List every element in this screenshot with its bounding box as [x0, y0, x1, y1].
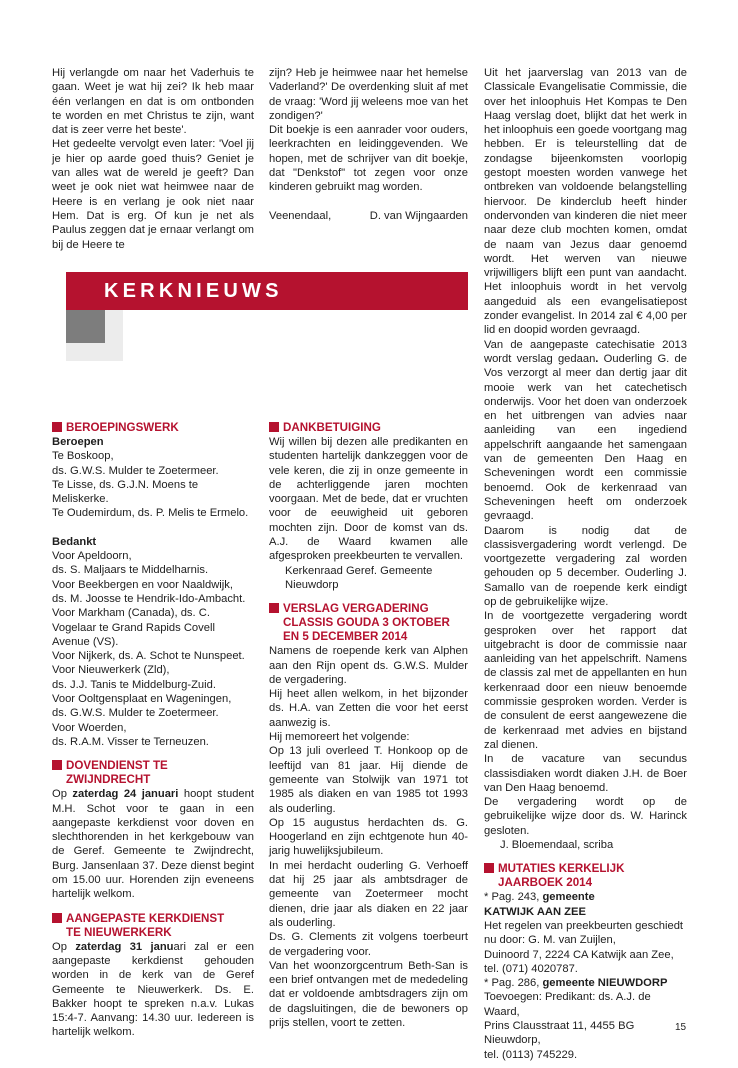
dankbetuiging-signature: Nieuwdorp: [285, 578, 339, 591]
column2-top-text: [269, 66, 468, 223]
paragraph: Uit het jaarverslag van 2013 van de Classicale Evangelisatie Commissie, die over het inloophuis Het Kompas te Den Haag verslag doet, blijkt dat het werk in het inloophuis een goede voortgang mag hebben. Er is teleurstelling dat de zondagse bijeenkomsten voorlopig gestopt moesten worden vanwege het ontbreken van voldoende belangstelling hiervoor. De kinderclub heeft hinder ondervonden van kinderen die niet meer naar deze club mochten komen, omdat de naam van Jezus daar genoemd wordt. Het werven van nieuwe vrijwilligers blijft een punt van aandacht. Het inloophuis wordt in het vervolg aangeduid als een evangelisatiepost zonder evangelist. In 2014 zal € 4,00 per lid en doopid worden gevraagd.: [484, 67, 687, 337]
bedankt-line: Voor Nijkerk, ds. A. Schot te Nunspeet.: [52, 650, 245, 663]
beroepen-line: Te Oudemirdum, ds. P. Melis te Ermelo.: [52, 507, 249, 520]
paragraph: Ds. G. Clements zit volgens toerbeurt de vergadering voor.: [269, 931, 468, 958]
bedankt-line: Voor Ooltgensplaat en Wageningen,: [52, 693, 232, 706]
aangepaste-heading: AANGEPASTE KERKDIENST TE NIEUWERKERK: [52, 912, 254, 940]
bedankt-line: ds. G.W.S. Mulder te Zoetermeer.: [52, 707, 219, 720]
paragraph: Hij heet allen welkom, in het bijzonder ds. H.A. van Zetten die voor het eerst aanwezig is.: [269, 688, 468, 729]
beroepingswerk-heading: BEROEPINGSWERK: [52, 421, 254, 435]
paragraph: In de vacature van secundus classisdiaken wordt diaken J.H. de Boer van Den Haag benoemd.: [484, 753, 687, 794]
mutaties-line: Duinoord 7, 2224 CA Katwijk aan Zee,: [484, 948, 674, 961]
bedankt-line: ds. S. Maljaars te Middelharnis.: [52, 564, 209, 577]
mutaties-line: Prins Clausstraat 11, 4455 BG Nieuwdorp,: [484, 1020, 635, 1047]
paragraph: Namens de roepende kerk van Alphen aan den Rijn opent ds. G.W.S. Mulder de vergadering.: [269, 645, 468, 686]
verslag-heading: VERSLAG VERGADERING CLASSIS GOUDA 3 OKTOBER EN 5 DECEMBER 2014: [269, 602, 468, 644]
banner-title: KERKNIEUWS: [104, 280, 283, 302]
paragraph: Daarom is nodig dat de classisvergadering wordt verlengd. De voortgezette vergadering zal worden gehouden op 5 december. Ouderling J. Samallo van de roepende kerk eindigt op de gebruikelijke wijze.: [484, 524, 687, 608]
bedankt-line: Voor Woerden,: [52, 721, 127, 734]
signature-author: D. van Wijngaarden: [369, 209, 468, 222]
column3-text: [484, 66, 687, 1062]
paragraph: Hij verlangde om naar het Vaderhuis te gaan. Weet je wat hij zei? Ik heb maar één verlangen en dat is om ontbonden te worden en met Christus te zijn, want dat is zeer verre het beste'.: [52, 67, 254, 137]
beroepen-line: Te Lisse, ds. G.J.N. Moens te Meliskerke.: [52, 478, 199, 506]
mutaties-line: Het regelen van preekbeurten geschiedt nu door: G. M. van Zuijlen,: [484, 919, 684, 947]
paragraph: Op 15 augustus herdachten ds. G. Hoogerland en zijn echtgenote hun 40-jarig huwelijksjubileum.: [269, 816, 468, 858]
paragraph: Hij memoreert het volgende:: [269, 731, 410, 744]
paragraph: Op 13 juli overleed T. Honkoop op de leeftijd van 81 jaar. Hij diende de gemeente van Stolwijk van 1971 tot 1985 als diaken en van 1985 tot 1993 als ouderling.: [269, 745, 468, 815]
paragraph: Dit boekje is een aanrader voor ouders, leerkrachten en leidinggevenden. We hopen, met de schrijver van dit boekje, dat "Denkstof" tot zegen voor onze kinderen gebruikt mag worden.: [269, 124, 468, 194]
verslag-signature: J. Bloemendaal, scriba: [500, 839, 614, 852]
bedankt-line: Voor Apeldoorn,: [52, 550, 132, 563]
square-bullet-icon: [52, 760, 62, 770]
mutaties-line: Toevoegen: Predikant: ds. A.J. de Waard,: [484, 991, 651, 1018]
beroepen-line: ds. G.W.S. Mulder te Zoetermeer.: [52, 464, 219, 477]
page-number: 15: [675, 1022, 687, 1033]
mutaties-line: tel. (0113) 745229.: [484, 1048, 578, 1061]
bedankt-line: Voor Beekbergen en voor Naaldwijk,: [52, 578, 233, 591]
bedankt-line: Voor Markham (Canada), ds. C. Vogelaar te Grand Rapids Covell Avenue (VS).: [52, 607, 215, 648]
square-bullet-icon: [269, 422, 279, 432]
square-bullet-icon: [52, 422, 62, 432]
dankbetuiging-signature: Kerkenraad Geref. Gemeente: [285, 564, 433, 577]
column1-top-text: [52, 66, 254, 252]
signature-place: Veenendaal,: [269, 209, 332, 222]
dovendienst-heading: DOVENDIENST TE ZWIJNDRECHT: [52, 759, 254, 787]
dankbetuiging-text: Wij willen bij dezen alle predikanten en studenten hartelijk dankzeggen voor de vele keren, die zij in onze gemeente in de achterliggende jaren mochten voorgaan. Met de bede, dat er vruchten voor de eeuwigheid uit geboren mochten zijn. Door de komst van ds. A.J. de Waard kwamen alle afgesproken preekbeurten te vervallen.: [269, 436, 468, 563]
signature-line: [269, 209, 468, 223]
mutaties-entry1-place: KATWIJK AAN ZEE: [484, 905, 586, 918]
dankbetuiging-heading: DANKBETUIGING: [269, 421, 468, 435]
square-bullet-icon: [269, 603, 279, 613]
beroepen-label: Beroepen: [52, 436, 104, 448]
mutaties-line: tel. (071) 4020787.: [484, 962, 578, 975]
mutaties-entry2-header: * Pag. 286, gemeente NIEUWDORP: [484, 977, 668, 990]
decorative-box-dark: [66, 310, 105, 343]
bedankt-line: ds. M. Joosse te Hendrik-Ido-Ambacht.: [52, 592, 246, 605]
paragraph: Van de aangepaste catechisatie 2013 wordt verslag gedaan. Ouderling G. de Vos verzorgt al meer dan dertig jaar dit mooie werk van het catechetisch onderwijs. Voor het doen van onderzoek en het uitbrengen van advies naar aanleiding van een ingediend appelschrift aangaande het samengaan van de gemeenten Den Haag en Scheveningen wordt een commissie benoemd. Ook de kerkenraad van Scheveningen heeft om onderzoek gevraagd.: [484, 338, 687, 523]
paragraph: In mei herdacht ouderling G. Verhoeff dat hij 25 jaar als ambtsdrager de gemeente van Zoetermeer mocht dienen, drie jaar als diaken en 22 jaar als ouderling.: [269, 859, 468, 929]
dovendienst-text: Op zaterdag 24 januari hoopt student M.H. Schot voor te gaan in een aangepaste kerkdienst voor doven en slechthorenden in het kerkgebouw van de Geref. Gemeente te Zwijndrecht, Burg. Jansenlaan 37. Deze dienst begint om 15.00 uur. Horenden zijn eveneens hartelijk welkom.: [52, 788, 254, 901]
column1-news: [52, 421, 254, 1040]
paragraph: De vergadering wordt op de gebruikelijke wijze door ds. W. Harinck gesloten.: [484, 796, 687, 837]
beroepen-line: Te Boskoop,: [52, 450, 114, 463]
bedankt-line: ds. R.A.M. Visser te Terneuzen.: [52, 735, 209, 748]
paragraph: zijn? Heb je heimwee naar het hemelse Vaderland?' De overdenking sluit af met de vraag: 'Word jij weleens moe van het zondigen?': [269, 67, 468, 122]
paragraph: Van het woonzorgcentrum Beth-San is een brief ontvangen met de mededeling dat er voldoende ambtsdragers zijn om de dagsluitingen, die de bewoners op prijs stellen, voort te zetten.: [269, 959, 468, 1029]
square-bullet-icon: [52, 913, 62, 923]
square-bullet-icon: [484, 863, 494, 873]
bedankt-line: ds. J.J. Tanis te Middelburg-Zuid.: [52, 678, 216, 691]
paragraph: In de voortgezette vergadering wordt gesproken over het rapport dat uitgebracht is door de commissie naar aanleiding van het appelschrift. Namens de classis zal met de appellanten en hun kerkenraad door een nieuw benoemde commissie gesproken worden. Verder is de consulent de eerst aangewezene die de kerkenraad met advies en bijstand zal dienen.: [484, 610, 687, 751]
mutaties-heading: MUTATIES KERKELIJK JAARBOEK 2014: [484, 862, 687, 890]
aangepaste-text: Op zaterdag 31 januari zal er een aangepaste kerkdienst gehouden worden in de kerk van de Geref Gemeente te Nieuwerkerk. Ds. E. Bakker hoopt te spreken n.a.v. Lukas 15:4-7. Aanvang: 14.30 uur. Iedereen is hartelijk welkom.: [52, 940, 254, 1039]
paragraph: Het gedeelte vervolgt even later: 'Voel jij je hier op aarde goed thuis? Geniet je van alles wat de wereld je geeft? Dan weet je ook niet wat heimwee naar de Heere is en verlang je ook niet naar Hem. Dat is erg. Of kun je net als Paulus zeggen dat je ernaar verlangt om bij de Heere te: [52, 138, 254, 251]
bedankt-line: Voor Nieuwerkerk (Zld),: [52, 664, 170, 677]
mutaties-entry1-header: * Pag. 243, gemeente: [484, 891, 595, 904]
bedankt-label: Bedankt: [52, 535, 97, 548]
column2-news: [269, 421, 468, 1030]
